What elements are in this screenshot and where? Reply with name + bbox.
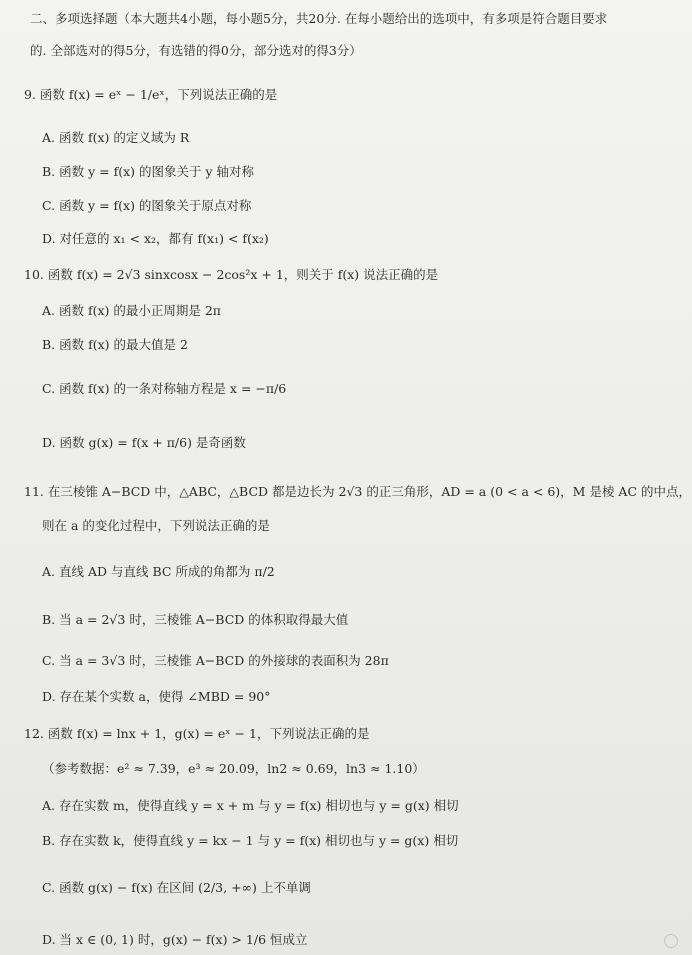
wechat-icon xyxy=(664,934,678,948)
section-header-line1: 二、多项选择题（本大题共4小题，每小题5分，共20分. 在每小题给出的选项中，有多项是符合题目要求 xyxy=(30,11,608,26)
question-12-option-c: C. 函数 g(x) − f(x) 在区间 (2/3, +∞) 上不单调 xyxy=(42,880,311,895)
question-9-stem: 9. 函数 f(x) = eˣ − 1/eˣ，下列说法正确的是 xyxy=(24,87,278,102)
question-12-reference-data: （参考数据：e² ≈ 7.39，e³ ≈ 20.09，ln2 ≈ 0.69，ln3 ≈ 1.10） xyxy=(42,761,425,776)
question-11-option-d: D. 存在某个实数 a，使得 ∠MBD = 90° xyxy=(42,689,271,704)
question-12-stem: 12. 函数 f(x) = lnx + 1，g(x) = eˣ − 1，下列说法正确的是 xyxy=(24,726,370,741)
question-9-option-d: D. 对任意的 x₁ < x₂，都有 f(x₁) < f(x₂) xyxy=(42,231,269,246)
question-10-option-c: C. 函数 f(x) 的一条对称轴方程是 x = −π/6 xyxy=(42,381,287,396)
section-header-line2: 的. 全部选对的得5分，有选错的得0分，部分选对的得3分） xyxy=(30,43,362,58)
question-10-stem: 10. 函数 f(x) = 2√3 sinxcosx − 2cos²x + 1，则关于 f(x) 说法正确的是 xyxy=(24,267,439,282)
question-10-option-b: B. 函数 f(x) 的最大值是 2 xyxy=(42,337,188,352)
question-11-option-a: A. 直线 AD 与直线 BC 所成的角都为 π/2 xyxy=(42,564,275,579)
question-11-option-c: C. 当 a = 3√3 时，三棱锥 A−BCD 的外接球的表面积为 28π xyxy=(42,653,389,668)
question-12-option-a: A. 存在实数 m，使得直线 y = x + m 与 y = f(x) 相切也与 y = g(x) 相切 xyxy=(42,798,459,813)
question-9-option-a: A. 函数 f(x) 的定义域为 R xyxy=(42,130,190,145)
question-9-option-c: C. 函数 y = f(x) 的图象关于原点对称 xyxy=(42,198,252,213)
question-12-option-b: B. 存在实数 k，使得直线 y = kx − 1 与 y = f(x) 相切也与 y = g(x) 相切 xyxy=(42,833,459,848)
question-11-stem-continued: 则在 a 的变化过程中，下列说法正确的是 xyxy=(42,518,270,533)
question-9-option-b: B. 函数 y = f(x) 的图象关于 y 轴对称 xyxy=(42,164,254,179)
question-11-option-b: B. 当 a = 2√3 时，三棱锥 A−BCD 的体积取得最大值 xyxy=(42,612,349,627)
watermark xyxy=(664,934,682,949)
question-11-stem: 11. 在三棱锥 A−BCD 中，△ABC，△BCD 都是边长为 2√3 的正三角形，AD = a (0 < a < 6)，M 是棱 AC 的中点， xyxy=(24,484,691,499)
question-12-option-d: D. 当 x ∈ (0, 1) 时，g(x) − f(x) > 1/6 恒成立 xyxy=(42,932,308,947)
question-10-option-d: D. 函数 g(x) = f(x + π/6) 是奇函数 xyxy=(42,435,246,450)
question-10-option-a: A. 函数 f(x) 的最小正周期是 2π xyxy=(42,303,221,318)
